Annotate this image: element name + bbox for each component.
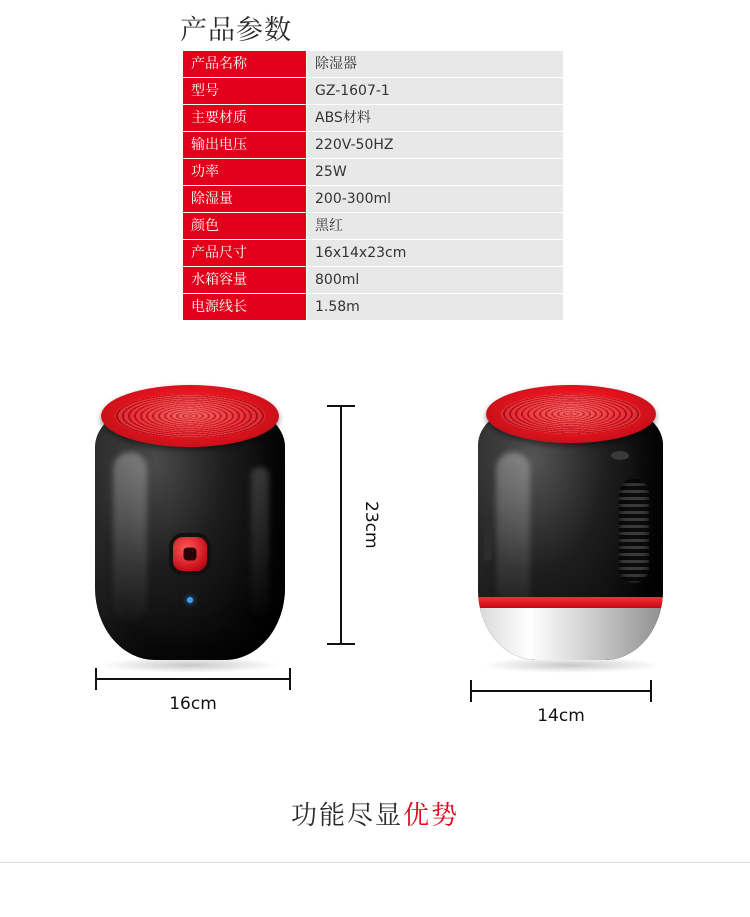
spec-value: 800ml [307, 267, 564, 294]
table-row [183, 186, 564, 213]
table-row [183, 78, 564, 105]
dimension-width-side-label: 14cm [537, 706, 585, 726]
water-tank [478, 608, 663, 660]
status-led-icon [187, 597, 193, 603]
dehumidifier-body-side [478, 407, 663, 660]
red-top-cover [101, 385, 279, 447]
spec-key: 主要材质 [183, 105, 307, 132]
spec-key: 型号 [183, 78, 307, 105]
gloss-highlight [251, 467, 269, 617]
page-title: 产品参数 [180, 15, 292, 46]
spec-value: 16x14x23cm [307, 240, 564, 267]
spec-key: 输出电压 [183, 132, 307, 159]
spec-key: 产品尺寸 [183, 240, 307, 267]
spec-key: 除湿量 [183, 186, 307, 213]
gloss-highlight [113, 452, 147, 622]
side-slot [484, 519, 492, 561]
dimension-line [470, 690, 652, 692]
product-side-view [478, 385, 663, 660]
section-heading [0, 795, 750, 832]
table-row [183, 51, 564, 78]
dimension-width-front-label: 16cm [169, 694, 217, 714]
spec-key: 水箱容量 [183, 267, 307, 294]
divider [0, 862, 750, 863]
concentric-rings-icon [115, 394, 265, 438]
table-row [183, 213, 564, 240]
power-button-icon [173, 537, 207, 571]
spec-value: 1.58m [307, 294, 564, 321]
table-row [183, 132, 564, 159]
spec-value: GZ-1607-1 [307, 78, 564, 105]
product-photo-area [0, 360, 750, 760]
dimension-cap [327, 643, 355, 645]
spec-value: ABS材料 [307, 105, 564, 132]
dimension-line [340, 405, 342, 645]
table-row [183, 267, 564, 294]
spec-value: 除湿器 [307, 51, 564, 78]
dimension-height-label: 23cm [361, 501, 381, 549]
red-accent-band [478, 597, 663, 608]
spec-key: 功率 [183, 159, 307, 186]
dimension-width-side [470, 690, 652, 724]
dimension-line [95, 678, 291, 680]
table-row [183, 294, 564, 321]
concentric-rings-icon [501, 394, 641, 434]
spec-table [182, 50, 564, 321]
spec-value: 25W [307, 159, 564, 186]
table-row [183, 240, 564, 267]
spec-key: 颜色 [183, 213, 307, 240]
spec-value: 黑红 [307, 213, 564, 240]
section-heading-accent: 优势 [403, 801, 460, 831]
product-front-view [95, 385, 285, 660]
dimension-cap [95, 668, 97, 690]
spec-key: 产品名称 [183, 51, 307, 78]
table-row [183, 105, 564, 132]
spec-value: 200-300ml [307, 186, 564, 213]
dimension-cap [470, 680, 472, 702]
spec-value: 220V-50HZ [307, 132, 564, 159]
spec-key: 电源线长 [183, 294, 307, 321]
dimension-height [325, 405, 381, 645]
dimension-cap [650, 680, 652, 702]
dimension-cap [289, 668, 291, 690]
section-heading-main: 功能尽显 [290, 801, 403, 831]
table-row [183, 159, 564, 186]
air-vent-grille [619, 479, 649, 583]
dimension-width-front [95, 678, 291, 712]
sensor-dot-icon [611, 451, 629, 460]
red-top-cover [486, 385, 656, 443]
